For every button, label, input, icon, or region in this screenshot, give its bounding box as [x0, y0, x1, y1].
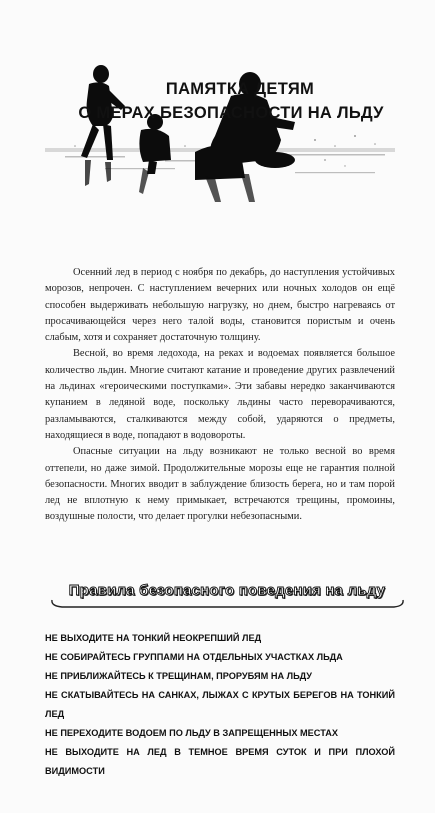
rule-item: НЕ ВЫХОДИТЕ НА ЛЕД В ТЕМНОЕ ВРЕМЯ СУТОК И ПРИ ПЛОХОЙ ВИДИМОСТИ — [45, 747, 395, 776]
section-title: Правила безопасного поведения на льду — [68, 582, 386, 599]
page-title-line-1: ПАМЯТКА ДЕТЯМ — [165, 80, 315, 98]
rule-item: НЕ СОБИРАЙТЕСЬ ГРУППАМИ НА ОТДЕЛЬНЫХ УЧАСТКАХ ЛЬДА — [45, 652, 343, 662]
paragraph: Осенний лед в период с ноября по декабрь, до наступления устойчивых морозов, непрочен. С наступлением вечерних или ночных холодов он ещё способен выдерживать небольшую нагрузку, но днем, быстро нагреваясь от просачивающейся через него талой воды, становится пористым и очень слабым, хотя и сохраняет достаточную толщину. — [45, 267, 395, 344]
section-heading — [48, 576, 406, 610]
page-title-line-2: О МЕРАХ БЕЗОПАСНОСТИ НА ЛЬДУ — [78, 104, 384, 122]
rule-item: НЕ ВЫХОДИТЕ НА ТОНКИЙ НЕОКРЕПШИЙ ЛЕД — [45, 633, 262, 643]
body-text — [45, 265, 395, 526]
header-photo — [45, 56, 395, 204]
rule-item: НЕ ПЕРЕХОДИТЕ ВОДОЕМ ПО ЛЬДУ В ЗАПРЕЩЕННЫХ МЕСТАХ — [45, 728, 339, 738]
rule-item: НЕ ПРИБЛИЖАЙТЕСЬ К ТРЕЩИНАМ, ПРОРУБЯМ НА ЛЬДУ — [45, 671, 312, 681]
paragraph: Весной, во время ледохода, на реках и водоемах появляется большое количество льдин. Многие считают катание и проведение других развлечений на льдинах «героическими поступками». Эти забавы нередко заканчиваются купанием в ледяной воде, поскольку льдины часто переворачиваются, разламываются, сталкиваются между собой, ударяются о предметы, находящиеся в воде, попадают в водовороты. — [45, 348, 395, 441]
rules-list — [45, 629, 395, 781]
paragraph: Опасные ситуации на льду возникают не только весной во время оттепели, но даже зимой. Продолжительные морозы еще не гарантия полной безопасности. Многих вводит в заблуждение близость берега, но и там порой лед не вплотную к нему примыкает, встречаются трещины, промоины, воздушные полости, что делает прогулки небезопасными. — [45, 446, 395, 523]
rule-item: НЕ СКАТЫВАЙТЕСЬ НА САНКАХ, ЛЫЖАХ С КРУТЫХ БЕРЕГОВ НА ТОНКИЙ ЛЕД — [45, 690, 395, 719]
children-on-ice-illustration — [45, 56, 395, 204]
